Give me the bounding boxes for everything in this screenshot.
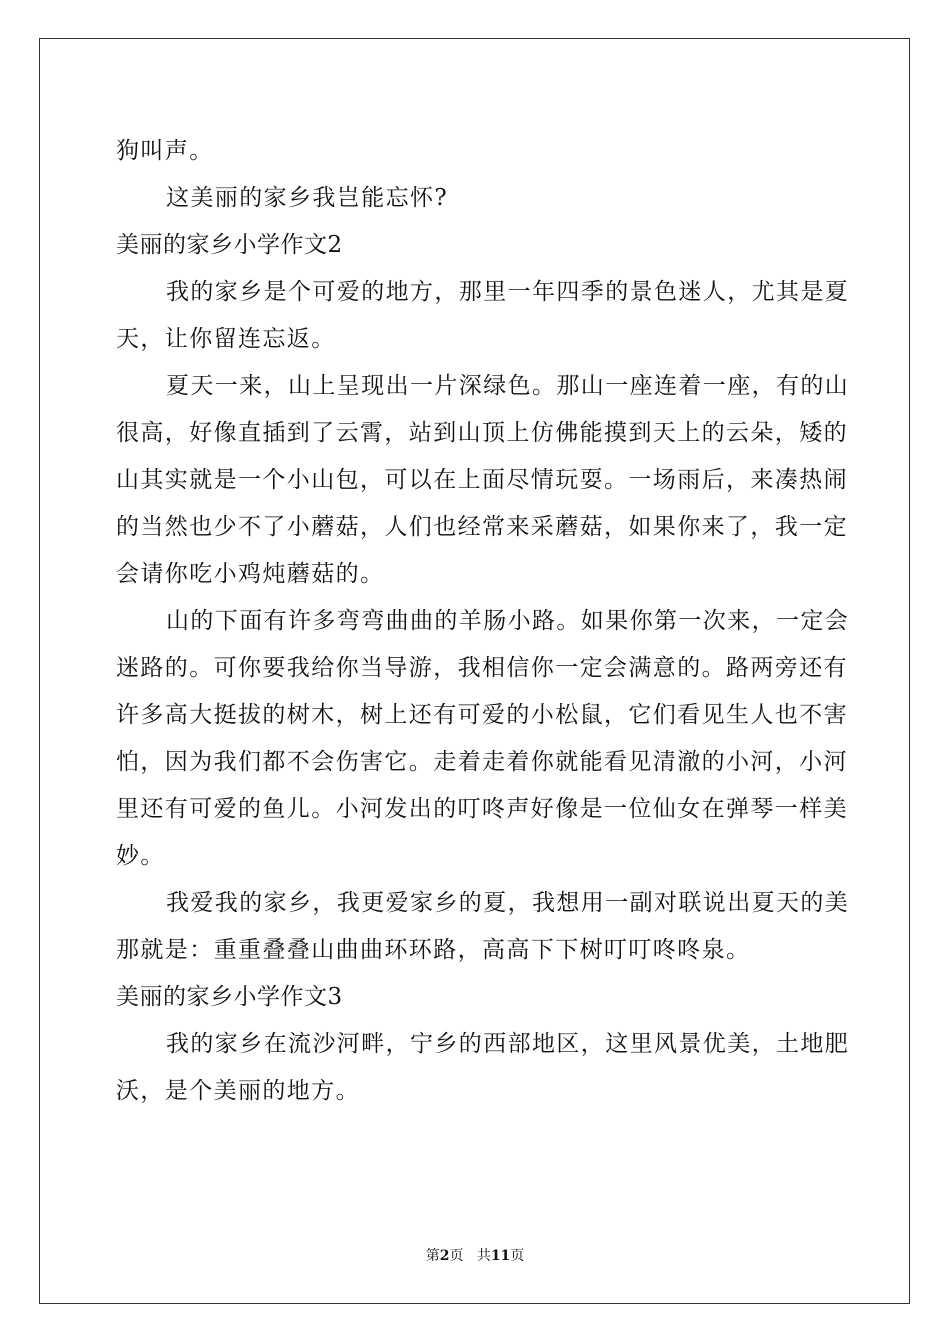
text-line: 怕，因为我们都不会伤害它。走着走着你就能看见清澈的小河，小河 — [116, 749, 848, 775]
text-line: 许多高大挺拔的树木，树上还有可爱的小松鼠，它们看见生人也不害 — [116, 702, 848, 728]
text-line: 天，让你留连忘返。 — [116, 326, 336, 352]
text-line: 我的家乡是个可爱的地方，那里一年四季的景色迷人，尤其是夏 — [166, 279, 850, 305]
total-suffix: 页 — [510, 1248, 525, 1264]
total-prefix: 共 — [476, 1248, 491, 1264]
page-prefix: 第 — [425, 1248, 440, 1264]
page-footer — [0, 1246, 950, 1266]
text-line: 的当然也少不了小蘑菇，人们也经常来采蘑菇，如果你来了，我一定 — [116, 514, 848, 540]
text-line: 那就是：重重叠叠山曲曲环环路，高高下下树叮叮咚咚泉。 — [116, 937, 751, 963]
page-suffix: 页 — [449, 1248, 464, 1264]
text-line: 会请你吃小鸡炖蘑菇的。 — [116, 561, 385, 587]
text-line: 山的下面有许多弯弯曲曲的羊肠小路。如果你第一次来，一定会 — [166, 608, 850, 634]
text-line: 我爱我的家乡，我更爱家乡的夏，我想用一副对联说出夏天的美 — [166, 890, 850, 916]
text-line: 沃，是个美丽的地方。 — [116, 1078, 360, 1104]
text-line: 很高，好像直插到了云霄，站到山顶上仿佛能摸到天上的云朵，矮的 — [116, 420, 848, 446]
text-line: 狗叫声。 — [116, 138, 214, 164]
section-heading: 美丽的家乡小学作文2 — [116, 232, 343, 258]
text-line: 夏天一来，山上呈现出一片深绿色。那山一座连着一座，有的山 — [166, 373, 850, 399]
text-line: 山其实就是一个小山包，可以在上面尽情玩耍。一场雨后，来凑热闹 — [116, 467, 848, 493]
text-line: 这美丽的家乡我岂能忘怀? — [166, 185, 449, 211]
text-line: 我的家乡在流沙河畔，宁乡的西部地区，这里风景优美，土地肥 — [166, 1031, 850, 1057]
document-body — [116, 128, 850, 1115]
section-heading: 美丽的家乡小学作文3 — [116, 984, 343, 1010]
page-number: 2 — [439, 1248, 450, 1264]
text-line: 迷路的。可你要我给你当导游，我相信你一定会满意的。路两旁还有 — [116, 655, 848, 681]
total-pages: 11 — [490, 1248, 511, 1264]
text-line: 里还有可爱的鱼儿。小河发出的叮咚声好像是一位仙女在弹琴一样美 — [116, 796, 848, 822]
text-line: 妙。 — [116, 843, 165, 869]
